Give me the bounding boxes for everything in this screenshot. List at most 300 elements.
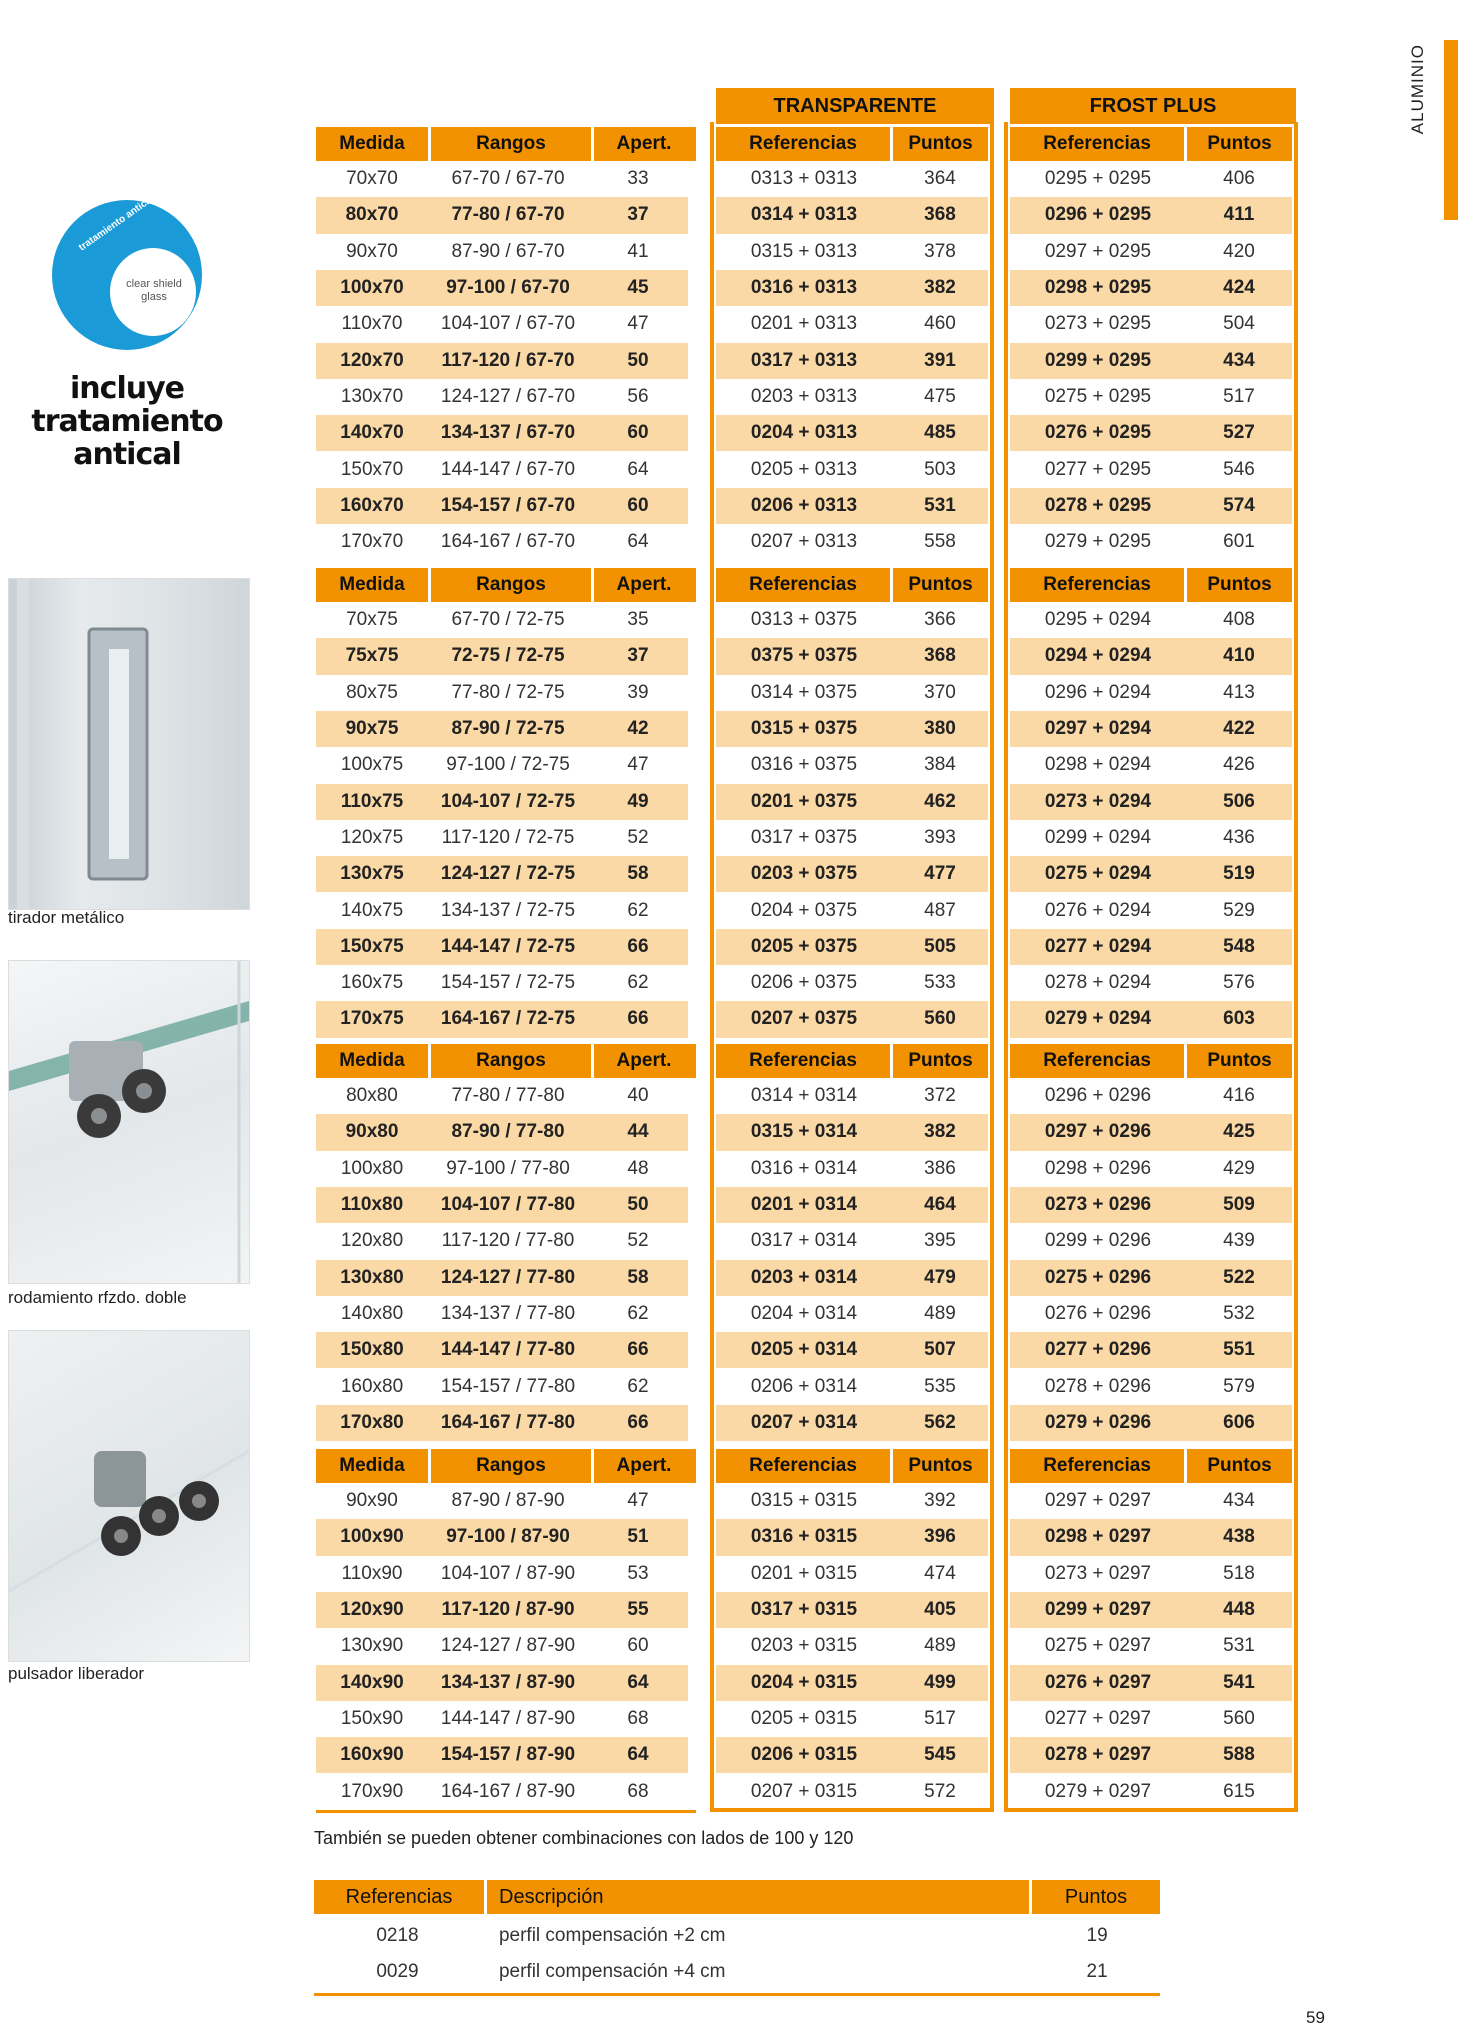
cell-medida: 160x80 (340, 1375, 404, 1397)
cell-ref-transparente: 0316 + 0315 (750, 1526, 858, 1548)
cell-medida: 120x90 (340, 1599, 404, 1621)
release-illustration (9, 1331, 249, 1661)
cell-puntos-transparente: 382 (924, 277, 956, 299)
col-header-medida: Medida (316, 1449, 431, 1483)
cell-puntos-transparente: 558 (924, 531, 956, 553)
cell-puntos-transparente: 405 (924, 1599, 956, 1621)
cell-rangos: 134-137 / 72-75 (440, 899, 576, 921)
cell-apertura: 58 (627, 863, 649, 885)
cell-medida: 90x70 (346, 240, 398, 262)
cell-rangos: 104-107 / 87-90 (440, 1562, 576, 1584)
cell-apertura: 51 (627, 1526, 649, 1548)
cell-puntos-frost: 434 (1223, 1490, 1255, 1512)
cell-puntos-frost: 579 (1223, 1375, 1255, 1397)
cell-ref-transparente: 0315 + 0313 (750, 240, 858, 262)
extras-ref: 0218 (376, 1925, 419, 1946)
cell-rangos: 164-167 / 87-90 (440, 1780, 576, 1802)
cell-apertura: 62 (627, 1302, 649, 1324)
table-row (316, 965, 688, 1001)
cell-puntos-frost: 560 (1223, 1707, 1255, 1729)
cell-ref-frost: 0273 + 0296 (1044, 1194, 1152, 1216)
cell-medida: 170x75 (340, 1008, 404, 1030)
cell-puntos-frost: 522 (1223, 1266, 1255, 1288)
cell-puntos-frost: 422 (1223, 718, 1255, 740)
cell-medida: 140x70 (340, 422, 404, 444)
cell-apertura: 68 (627, 1707, 649, 1729)
cell-puntos-frost: 448 (1223, 1599, 1255, 1621)
transparente-title: TRANSPARENTE (716, 88, 994, 124)
cell-ref-frost: 0299 + 0295 (1044, 349, 1152, 371)
cell-apertura: 50 (627, 1194, 649, 1216)
cell-ref-frost: 0279 + 0297 (1044, 1780, 1152, 1802)
cell-puntos-transparente: 503 (924, 458, 956, 480)
cell-ref-transparente: 0317 + 0314 (750, 1230, 858, 1252)
cell-ref-transparente: 0316 + 0313 (750, 277, 858, 299)
cell-rangos: 164-167 / 72-75 (440, 1008, 576, 1030)
cell-rangos: 104-107 / 72-75 (440, 790, 576, 812)
table-row (316, 1223, 688, 1259)
cell-ref-frost: 0278 + 0296 (1044, 1375, 1152, 1397)
cell-ref-transparente: 0206 + 0313 (750, 494, 858, 516)
cell-puntos-transparente: 531 (924, 494, 956, 516)
table-row (316, 1665, 688, 1701)
table-row (316, 379, 688, 415)
cell-medida: 170x80 (340, 1411, 404, 1433)
table-row (316, 711, 688, 747)
cell-puntos-transparente: 368 (924, 204, 956, 226)
cell-ref-frost: 0275 + 0294 (1044, 863, 1152, 885)
table-row (316, 602, 688, 638)
cell-apertura: 56 (627, 385, 649, 407)
cell-puntos-transparente: 370 (924, 681, 956, 703)
cell-medida: 110x70 (341, 313, 403, 335)
cell-ref-transparente: 0313 + 0313 (750, 168, 858, 190)
table-row (316, 892, 688, 928)
extras-col-descripcion: Descripción (499, 1885, 604, 1908)
cell-apertura: 47 (627, 313, 649, 335)
antical-badge (52, 193, 202, 350)
cell-ref-frost: 0297 + 0296 (1044, 1121, 1152, 1143)
cell-ref-frost: 0299 + 0296 (1044, 1230, 1152, 1252)
cell-ref-frost: 0277 + 0295 (1044, 458, 1152, 480)
cell-medida: 80x75 (346, 681, 398, 703)
cell-medida: 140x90 (340, 1671, 404, 1693)
cell-puntos-transparente: 507 (924, 1339, 956, 1361)
cell-puntos-transparente: 462 (924, 790, 956, 812)
cell-puntos-transparente: 372 (924, 1085, 956, 1107)
table-row (316, 1114, 688, 1150)
cell-ref-transparente: 0314 + 0313 (750, 204, 858, 226)
cell-medida: 70x75 (346, 609, 398, 631)
cell-apertura: 62 (627, 899, 649, 921)
cell-rangos: 144-147 / 87-90 (440, 1707, 576, 1729)
cell-puntos-frost: 601 (1223, 531, 1255, 553)
group-header-left (316, 1044, 696, 1078)
cell-rangos: 154-157 / 67-70 (440, 494, 576, 516)
extras-points: 19 (1086, 1925, 1108, 1946)
cell-puntos-frost: 429 (1223, 1157, 1255, 1179)
cell-puntos-transparente: 395 (924, 1230, 956, 1252)
table-row (316, 1296, 688, 1332)
cell-ref-frost: 0273 + 0295 (1044, 313, 1152, 335)
col-header-referencias: Referencias (1010, 1044, 1187, 1078)
cell-medida: 160x90 (340, 1744, 404, 1766)
cell-ref-transparente: 0201 + 0313 (750, 313, 858, 335)
extras-row (314, 1918, 1160, 1954)
cell-puntos-frost: 517 (1223, 385, 1255, 407)
cell-rangos: 97-100 / 87-90 (446, 1526, 570, 1548)
cell-rangos: 77-80 / 72-75 (451, 681, 565, 703)
cell-rangos: 124-127 / 87-90 (440, 1635, 576, 1657)
cell-rangos: 144-147 / 72-75 (440, 935, 576, 957)
cell-puntos-transparente: 364 (924, 168, 956, 190)
table-row (316, 1405, 688, 1441)
cell-puntos-transparente: 391 (924, 349, 956, 371)
cell-apertura: 64 (627, 1671, 649, 1693)
cell-puntos-frost: 434 (1223, 349, 1255, 371)
cell-apertura: 40 (627, 1085, 649, 1107)
cell-puntos-frost: 576 (1223, 972, 1255, 994)
cell-apertura: 64 (627, 531, 649, 553)
table-row (316, 306, 688, 342)
cell-apertura: 62 (627, 1375, 649, 1397)
table-row (316, 1773, 688, 1809)
cell-ref-frost: 0273 + 0294 (1044, 790, 1152, 812)
extras-desc: perfil compensación +4 cm (498, 1961, 726, 1982)
col-header-referencias: Referencias (716, 568, 893, 602)
col-header-puntos: Puntos (1207, 133, 1272, 154)
col-header-referencias: Referencias (716, 127, 893, 161)
cell-ref-transparente: 0207 + 0314 (750, 1411, 858, 1433)
cell-puntos-frost: 439 (1223, 1230, 1255, 1252)
cell-puntos-frost: 574 (1223, 494, 1255, 516)
cell-medida: 130x90 (340, 1635, 404, 1657)
cell-medida: 110x80 (340, 1194, 404, 1216)
col-header-referencias: Referencias (1010, 568, 1187, 602)
group-header-left (316, 568, 696, 602)
cell-puntos-transparente: 475 (924, 385, 956, 407)
cell-apertura: 64 (627, 1744, 649, 1766)
cell-apertura: 39 (627, 681, 649, 703)
cell-medida: 130x70 (340, 385, 404, 407)
col-header-referencias: Referencias (1010, 127, 1187, 161)
table-row (316, 1519, 688, 1555)
cell-rangos: 67-70 / 72-75 (451, 609, 565, 631)
cell-puntos-frost: 408 (1223, 609, 1255, 631)
cell-apertura: 49 (627, 790, 649, 812)
cell-medida: 80x70 (345, 204, 399, 226)
cell-ref-frost: 0299 + 0294 (1044, 826, 1152, 848)
cell-ref-transparente: 0206 + 0375 (750, 972, 858, 994)
cell-puntos-transparente: 562 (924, 1411, 956, 1433)
cell-puntos-transparente: 505 (924, 935, 956, 957)
cell-apertura: 64 (627, 458, 649, 480)
col-header-puntos: Puntos (1207, 574, 1272, 595)
cell-apertura: 47 (627, 754, 649, 776)
cell-puntos-transparente: 368 (924, 645, 956, 667)
table-row (316, 343, 688, 379)
cell-rangos: 87-90 / 77-80 (451, 1121, 565, 1143)
col-header-apert: Apert. (616, 1050, 672, 1071)
cell-ref-frost: 0278 + 0297 (1044, 1744, 1152, 1766)
cell-puntos-frost: 410 (1223, 645, 1255, 667)
cell-rangos: 124-127 / 72-75 (440, 863, 576, 885)
cell-rangos: 164-167 / 77-80 (440, 1411, 576, 1433)
cell-ref-transparente: 0204 + 0314 (750, 1302, 858, 1324)
cell-ref-transparente: 0315 + 0315 (750, 1490, 858, 1512)
col-header-puntos: Puntos (1207, 1455, 1272, 1476)
cell-puntos-frost: 420 (1223, 240, 1255, 262)
col-header-puntos: Puntos (908, 1455, 973, 1476)
cell-ref-transparente: 0207 + 0313 (750, 531, 858, 553)
cell-medida: 100x70 (340, 277, 404, 299)
cell-puntos-transparente: 384 (924, 754, 956, 776)
cell-rangos: 87-90 / 72-75 (451, 718, 565, 740)
cell-puntos-frost: 436 (1223, 826, 1255, 848)
cell-puntos-frost: 411 (1223, 204, 1255, 226)
cell-puntos-frost: 531 (1223, 1635, 1255, 1657)
cell-medida: 90x75 (345, 718, 399, 740)
cell-rangos: 117-120 / 67-70 (441, 349, 575, 371)
cell-medida: 120x80 (340, 1230, 404, 1252)
cell-apertura: 35 (627, 609, 649, 631)
cell-rangos: 124-127 / 67-70 (440, 385, 576, 407)
cell-puntos-transparente: 489 (924, 1302, 956, 1324)
cell-ref-frost: 0273 + 0297 (1044, 1562, 1152, 1584)
cell-puntos-frost: 615 (1223, 1780, 1255, 1802)
extras-col-puntos: Puntos (1064, 1885, 1128, 1908)
cell-rangos: 154-157 / 87-90 (440, 1744, 576, 1766)
cell-apertura: 41 (627, 240, 649, 262)
group-header-left (316, 127, 696, 161)
cell-rangos: 144-147 / 77-80 (440, 1339, 576, 1361)
cell-ref-frost: 0275 + 0297 (1044, 1635, 1152, 1657)
col-header-medida: Medida (316, 1044, 431, 1078)
table-row (316, 784, 688, 820)
cell-apertura: 60 (627, 1635, 649, 1657)
frost-title: FROST PLUS (1010, 88, 1296, 124)
group-header-left (316, 1449, 696, 1483)
cell-medida: 80x80 (346, 1085, 398, 1107)
table-row (316, 820, 688, 856)
badge-inner-text: clear shield glass (126, 278, 182, 303)
table-row (316, 1078, 688, 1114)
col-header-puntos: Puntos (908, 1050, 973, 1071)
cell-medida: 130x75 (340, 863, 404, 885)
cell-apertura: 47 (627, 1490, 649, 1512)
table-row (316, 1368, 688, 1404)
cell-puntos-transparente: 560 (924, 1008, 956, 1030)
table-row (316, 1737, 688, 1773)
cell-rangos: 164-167 / 67-70 (440, 531, 576, 553)
cell-ref-frost: 0295 + 0295 (1044, 168, 1152, 190)
cell-ref-frost: 0277 + 0296 (1044, 1339, 1152, 1361)
cell-ref-frost: 0297 + 0294 (1044, 718, 1152, 740)
table-row (316, 1556, 688, 1592)
col-header-puntos: Puntos (1207, 1050, 1272, 1071)
col-header-rangos: Rangos (431, 568, 594, 602)
cell-puntos-frost: 504 (1223, 313, 1255, 335)
cell-apertura: 50 (627, 349, 649, 371)
cell-apertura: 66 (627, 935, 649, 957)
cell-ref-frost: 0297 + 0295 (1044, 240, 1152, 262)
table-row (316, 1592, 688, 1628)
cell-ref-transparente: 0203 + 0313 (750, 385, 858, 407)
table-row (316, 1001, 688, 1037)
cell-ref-frost: 0296 + 0294 (1044, 681, 1152, 703)
cell-ref-transparente: 0207 + 0375 (750, 1008, 858, 1030)
cell-ref-transparente: 0203 + 0314 (750, 1266, 858, 1288)
cell-puntos-transparente: 386 (924, 1157, 956, 1179)
cell-rangos: 97-100 / 77-80 (446, 1157, 570, 1179)
cell-ref-frost: 0276 + 0297 (1044, 1671, 1152, 1693)
cell-apertura: 42 (627, 718, 649, 740)
cell-puntos-frost: 424 (1223, 277, 1255, 299)
cell-ref-frost: 0296 + 0295 (1044, 204, 1152, 226)
combination-note: También se pueden obtener combinaciones con lados de 100 y 120 (314, 1828, 854, 1848)
cell-medida: 90x90 (346, 1490, 398, 1512)
cell-rangos: 154-157 / 77-80 (440, 1375, 576, 1397)
cell-ref-transparente: 0205 + 0375 (750, 935, 858, 957)
cell-apertura: 52 (627, 826, 649, 848)
table-row (316, 234, 688, 270)
cell-ref-transparente: 0205 + 0314 (750, 1339, 858, 1361)
badge-arc-text: tratamiento antical (76, 193, 157, 254)
cell-apertura: 66 (627, 1008, 649, 1030)
cell-ref-transparente: 0203 + 0375 (750, 863, 858, 885)
cell-ref-frost: 0278 + 0295 (1044, 494, 1152, 516)
cell-apertura: 37 (627, 645, 649, 667)
cell-ref-transparente: 0204 + 0315 (750, 1671, 858, 1693)
cell-puntos-transparente: 485 (924, 422, 956, 444)
cell-puntos-transparente: 499 (924, 1671, 956, 1693)
cell-puntos-transparente: 460 (924, 313, 956, 335)
photo-roller (8, 960, 250, 1284)
cell-medida: 170x90 (340, 1780, 404, 1802)
cell-medida: 100x75 (340, 754, 404, 776)
cell-puntos-transparente: 380 (924, 718, 956, 740)
cell-puntos-transparente: 366 (924, 609, 956, 631)
cell-ref-transparente: 0317 + 0375 (750, 826, 858, 848)
cell-rangos: 124-127 / 77-80 (440, 1266, 576, 1288)
section-label: ALUMINIO (1408, 44, 1427, 135)
roller-illustration (9, 961, 249, 1283)
cell-medida: 150x75 (340, 935, 404, 957)
table-row (316, 1187, 688, 1223)
cell-ref-frost: 0295 + 0294 (1044, 609, 1152, 631)
cell-puntos-transparente: 487 (924, 899, 956, 921)
cell-ref-transparente: 0201 + 0375 (750, 790, 858, 812)
table-row (316, 1332, 688, 1368)
cell-apertura: 53 (627, 1562, 649, 1584)
cell-puntos-frost: 406 (1223, 168, 1255, 190)
cell-ref-transparente: 0315 + 0375 (750, 718, 858, 740)
col-header-rangos: Rangos (431, 127, 594, 161)
cell-rangos: 87-90 / 87-90 (451, 1490, 565, 1512)
table-row (316, 197, 688, 233)
cell-puntos-frost: 509 (1223, 1194, 1255, 1216)
extras-bottom-rule (314, 1993, 1160, 1996)
caption-release: pulsador liberador (8, 1664, 145, 1683)
cell-medida: 140x80 (340, 1302, 404, 1324)
cell-ref-frost: 0275 + 0296 (1044, 1266, 1152, 1288)
cell-ref-transparente: 0317 + 0313 (750, 349, 858, 371)
table-row (316, 929, 688, 965)
table-row (316, 451, 688, 487)
cell-ref-transparente: 0314 + 0375 (750, 681, 858, 703)
col-header-rangos: Rangos (431, 1044, 594, 1078)
cell-rangos: 104-107 / 77-80 (440, 1194, 576, 1216)
caption-roller: rodamiento rfzdo. doble (8, 1288, 187, 1307)
caption-handle: tirador metálico (8, 908, 125, 927)
col-header-medida: Medida (316, 568, 431, 602)
table-row (316, 1701, 688, 1737)
cell-apertura: 60 (627, 422, 649, 444)
cell-apertura: 60 (627, 494, 649, 516)
cell-ref-frost: 0279 + 0296 (1044, 1411, 1152, 1433)
cell-medida: 110x90 (341, 1562, 403, 1584)
table-row (316, 270, 688, 306)
cell-medida: 110x75 (340, 790, 404, 812)
section-tab-bar (1444, 40, 1458, 220)
col-header-rangos: Rangos (431, 1449, 594, 1483)
col-header-medida: Medida (316, 127, 431, 161)
cell-puntos-transparente: 392 (924, 1490, 956, 1512)
handle-illustration (9, 579, 249, 909)
cell-apertura: 66 (627, 1411, 649, 1433)
cell-rangos: 104-107 / 67-70 (440, 313, 576, 335)
cell-apertura: 52 (627, 1230, 649, 1252)
cell-ref-transparente: 0206 + 0314 (750, 1375, 858, 1397)
cell-ref-frost: 0276 + 0294 (1044, 899, 1152, 921)
cell-puntos-frost: 532 (1223, 1302, 1255, 1324)
cell-ref-frost: 0298 + 0297 (1044, 1526, 1152, 1548)
cell-ref-transparente: 0313 + 0375 (750, 609, 858, 631)
cell-ref-transparente: 0314 + 0314 (750, 1085, 858, 1107)
cell-ref-transparente: 0205 + 0315 (750, 1707, 858, 1729)
cell-rangos: 77-80 / 77-80 (451, 1085, 565, 1107)
cell-rangos: 154-157 / 72-75 (440, 972, 576, 994)
table-row (316, 1628, 688, 1664)
cell-puntos-frost: 527 (1223, 422, 1255, 444)
cell-ref-frost: 0277 + 0294 (1044, 935, 1152, 957)
cell-rangos: 97-100 / 72-75 (446, 754, 570, 776)
cell-apertura: 45 (627, 277, 649, 299)
cell-puntos-frost: 506 (1223, 790, 1255, 812)
cell-ref-frost: 0277 + 0297 (1044, 1707, 1152, 1729)
cell-apertura: 48 (627, 1157, 649, 1179)
left-table-bottom-rule (316, 1810, 696, 1813)
extras-desc: perfil compensación +2 cm (498, 1925, 726, 1946)
cell-medida: 100x80 (340, 1157, 404, 1179)
extras-header (314, 1880, 1160, 1914)
section-tab (1432, 40, 1458, 220)
cell-ref-frost: 0299 + 0297 (1044, 1599, 1152, 1621)
cell-ref-frost: 0276 + 0296 (1044, 1302, 1152, 1324)
antical-heading: incluye tratamiento antical (31, 371, 223, 472)
table-row (316, 856, 688, 892)
cell-puntos-transparente: 535 (924, 1375, 956, 1397)
cell-medida: 90x80 (345, 1121, 399, 1143)
cell-puntos-frost: 426 (1223, 754, 1255, 776)
cell-medida: 75x75 (345, 645, 399, 667)
cell-rangos: 72-75 / 72-75 (451, 645, 565, 667)
cell-apertura: 44 (627, 1121, 649, 1143)
cell-puntos-transparente: 489 (924, 1635, 956, 1657)
cell-apertura: 55 (627, 1599, 649, 1621)
col-header-apert: Apert. (616, 574, 672, 595)
cell-medida: 120x75 (340, 826, 404, 848)
